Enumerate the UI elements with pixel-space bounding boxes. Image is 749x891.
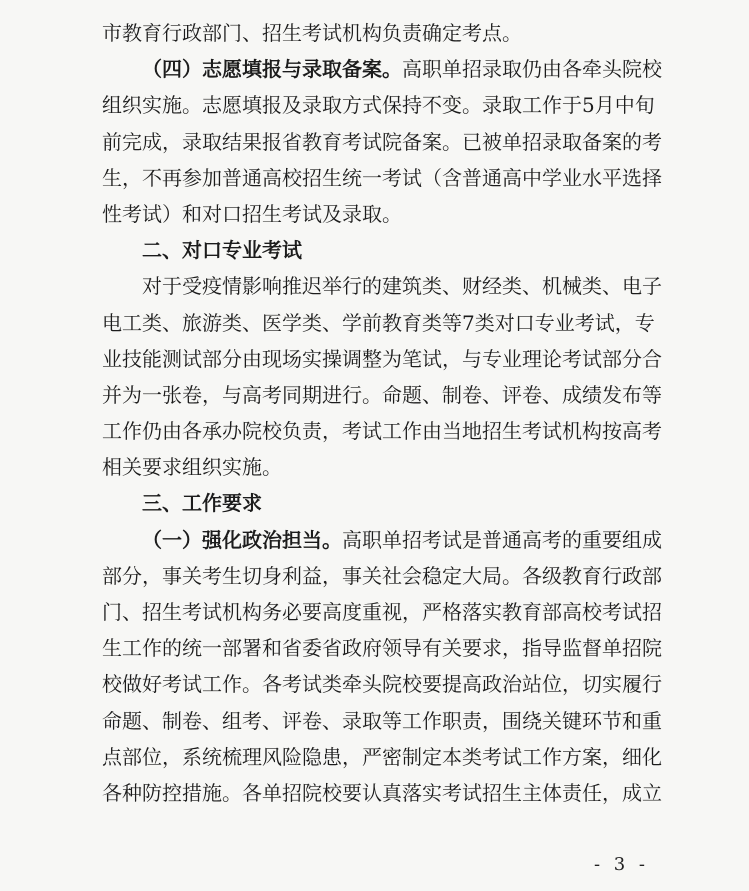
- paragraph-line: 部分，事关考生切身利益，事关社会稳定大局。各级教育行政部: [102, 563, 662, 588]
- paragraph-line: 电工类、旅游类、医学类、学前教育类等7类对口专业考试，专: [102, 310, 655, 335]
- paragraph-line: 点部位，系统梳理风险隐患，严密制定本类考试工作方案，细化: [102, 744, 662, 769]
- paragraph-line: 市教育行政部门、招生考试机构负责确定考点。: [102, 21, 522, 45]
- paragraph-line: 校做好考试工作。各考试类牵头院校要提高政治站位，切实履行: [102, 672, 662, 697]
- paragraph-line: 对于受疫情影响推迟举行的建筑类、财经类、机械类、电子: [142, 274, 662, 299]
- paragraph-line: 各种防控措施。各单招院校要认真落实考试招生主体责任，成立: [102, 780, 662, 805]
- paragraph-line: 门、招生考试机构务必要高度重视，严格落实教育部高校考试招: [102, 600, 662, 624]
- paragraph-line: 性考试）和对口招生考试及录取。: [102, 201, 402, 226]
- document-body: [102, 15, 662, 811]
- paragraph-line: [102, 522, 662, 558]
- paragraph-line: 前完成，录取结果报省教育考试院备案。已被单招录取备案的考: [102, 129, 662, 154]
- subsection-title: （一）强化政治担当。: [142, 527, 342, 552]
- paragraph-line: 组织实施。志愿填报及录取方式保持不变。录取工作于5月中旬: [102, 93, 655, 118]
- paragraph-line: 业技能测试部分由现场实操调整为笔试，与专业理论考试部分合: [102, 346, 662, 371]
- section-heading: 二、对口专业考试: [142, 238, 302, 263]
- paragraph-line: 生，不再参加普通高校招生统一考试（含普通高中学业水平选择: [102, 165, 662, 190]
- paragraph-line: 命题、制卷、组考、评卷、录取等工作职责，围绕关键环节和重: [102, 708, 662, 733]
- section-heading: 三、工作要求: [142, 491, 262, 516]
- paragraph-line: 并为一张卷，与高考同期进行。命题、制卷、评卷、成绩发布等: [102, 382, 662, 407]
- paragraph-line: 工作仍由各承办院校负责，考试工作由当地招生考试机构按高考: [102, 419, 662, 444]
- paragraph-text: 高职单招考试是普通高考的重要组成: [342, 527, 662, 552]
- subsection-title: （四）志愿填报与录取备案。: [142, 57, 402, 82]
- paragraph-line: [102, 51, 662, 87]
- paragraph-line: 生工作的统一部署和省委省政府领导有关要求，指导监督单招院: [102, 636, 662, 661]
- page-number: - 3 -: [593, 854, 649, 875]
- paragraph-text: 高职单招录取仍由各牵头院校: [402, 57, 662, 82]
- paragraph-line: 相关要求组织实施。: [102, 455, 282, 480]
